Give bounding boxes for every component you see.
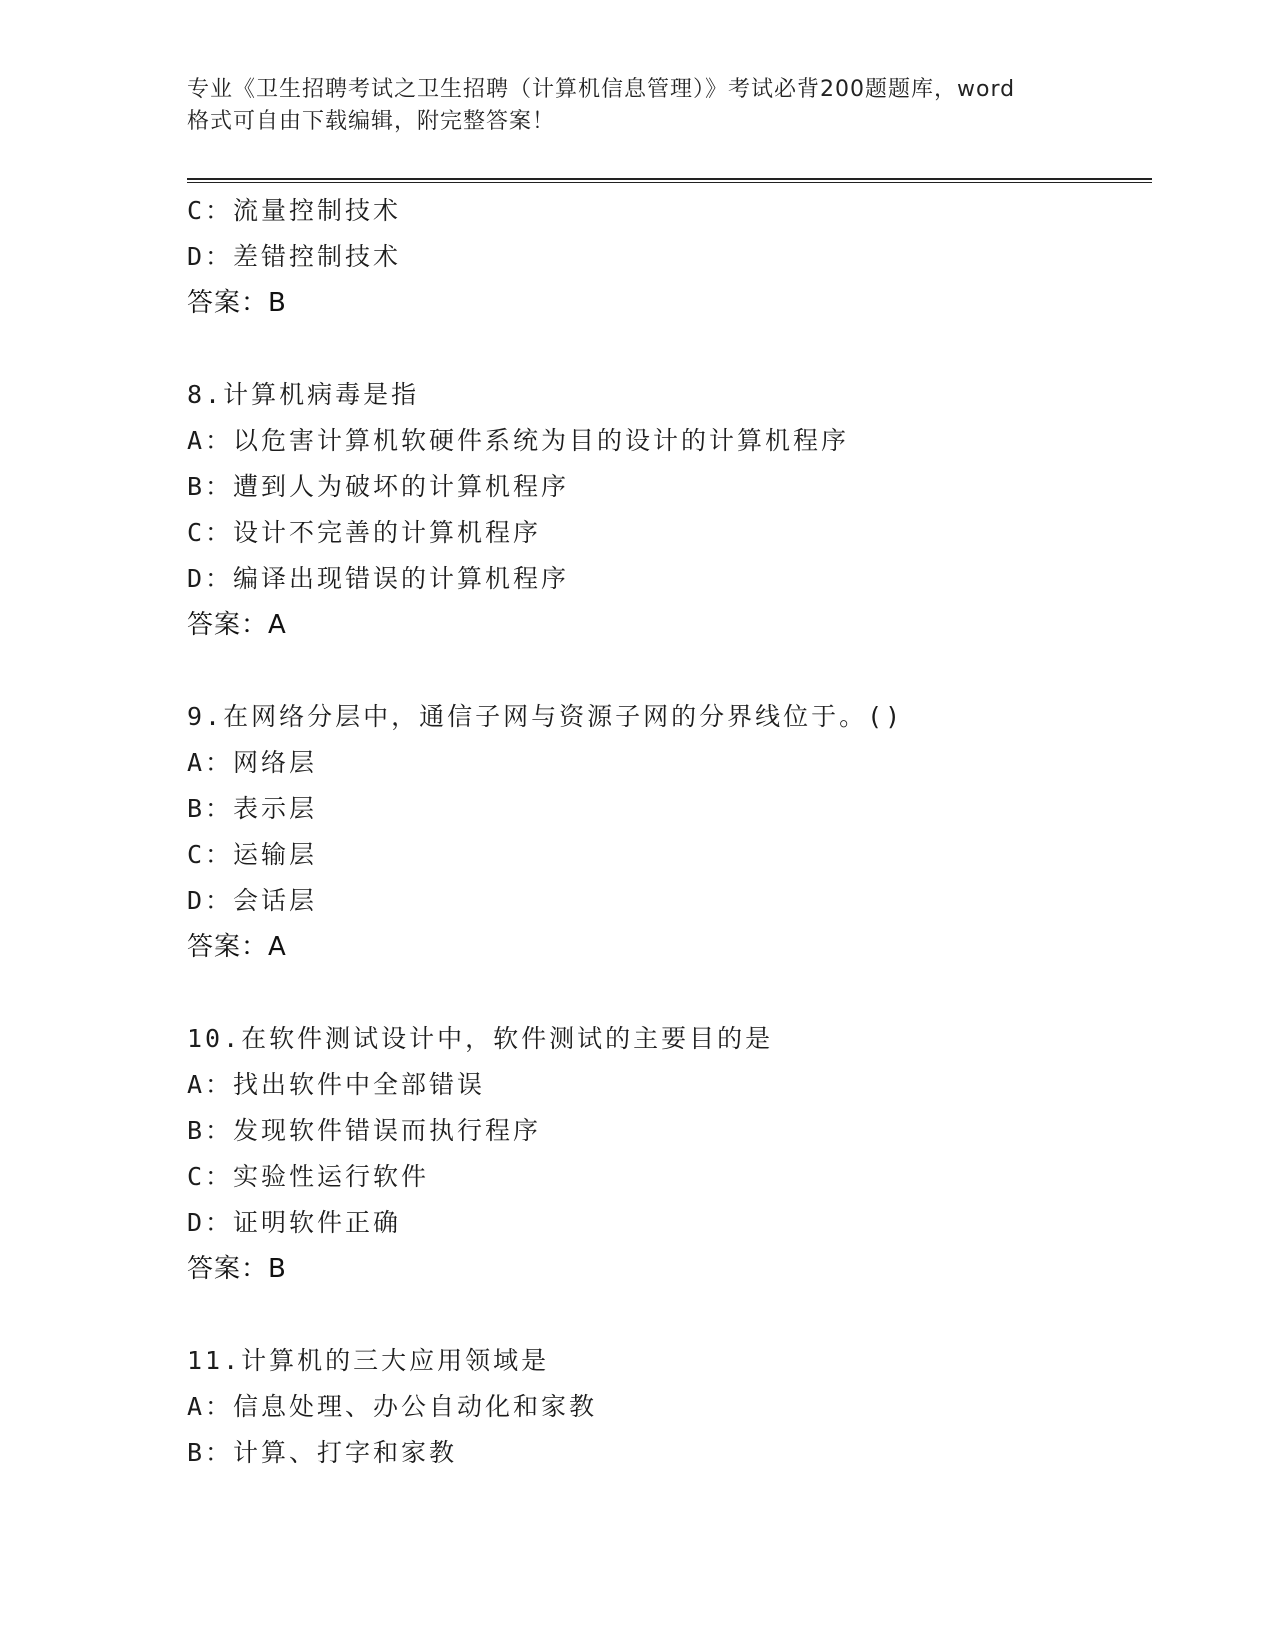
header-title-line-2: 格式可自由下载编辑，附完整答案！ <box>187 109 556 134</box>
question-list <box>187 188 1147 1476</box>
question-7-continued <box>187 188 1147 326</box>
answer-line: 答案：A <box>187 932 287 962</box>
answer-line: 答案：B <box>187 1254 287 1284</box>
question-8 <box>187 372 1147 648</box>
header-divider <box>187 178 1152 183</box>
option-a: A：找出软件中全部错误 <box>187 1070 486 1099</box>
question-9 <box>187 694 1147 970</box>
option-d: D：会话层 <box>187 886 318 915</box>
question-text: 10.在软件测试设计中，软件测试的主要目的是 <box>187 1024 774 1053</box>
option-d: D：差错控制技术 <box>187 242 402 271</box>
answer-line: 答案：A <box>187 610 287 640</box>
option-a: A：信息处理、办公自动化和家教 <box>187 1392 598 1421</box>
option-b: B：遭到人为破坏的计算机程序 <box>187 472 570 501</box>
header-title-line-1: 专业《卫生招聘考试之卫生招聘（计算机信息管理）》考试必背200题题库，word <box>187 77 1016 102</box>
option-c: C：流量控制技术 <box>187 196 402 225</box>
question-text: 11.计算机的三大应用领域是 <box>187 1346 550 1375</box>
answer-line: 答案：B <box>187 288 287 318</box>
option-c: C：运输层 <box>187 840 318 869</box>
option-c: C：实验性运行软件 <box>187 1162 430 1191</box>
option-a: A：以危害计算机软硬件系统为目的设计的计算机程序 <box>187 426 850 455</box>
question-11 <box>187 1338 1147 1476</box>
option-a: A：网络层 <box>187 748 318 777</box>
option-b: B：发现软件错误而执行程序 <box>187 1116 542 1145</box>
option-d: D：证明软件正确 <box>187 1208 402 1237</box>
option-b: B：计算、打字和家教 <box>187 1438 458 1467</box>
question-10 <box>187 1016 1147 1292</box>
document-header <box>187 74 1087 138</box>
option-d: D：编译出现错误的计算机程序 <box>187 564 570 593</box>
question-text: 9.在网络分层中，通信子网与资源子网的分界线位于。() <box>187 702 904 731</box>
option-c: C：设计不完善的计算机程序 <box>187 518 542 547</box>
option-b: B：表示层 <box>187 794 318 823</box>
question-text: 8.计算机病毒是指 <box>187 380 420 409</box>
